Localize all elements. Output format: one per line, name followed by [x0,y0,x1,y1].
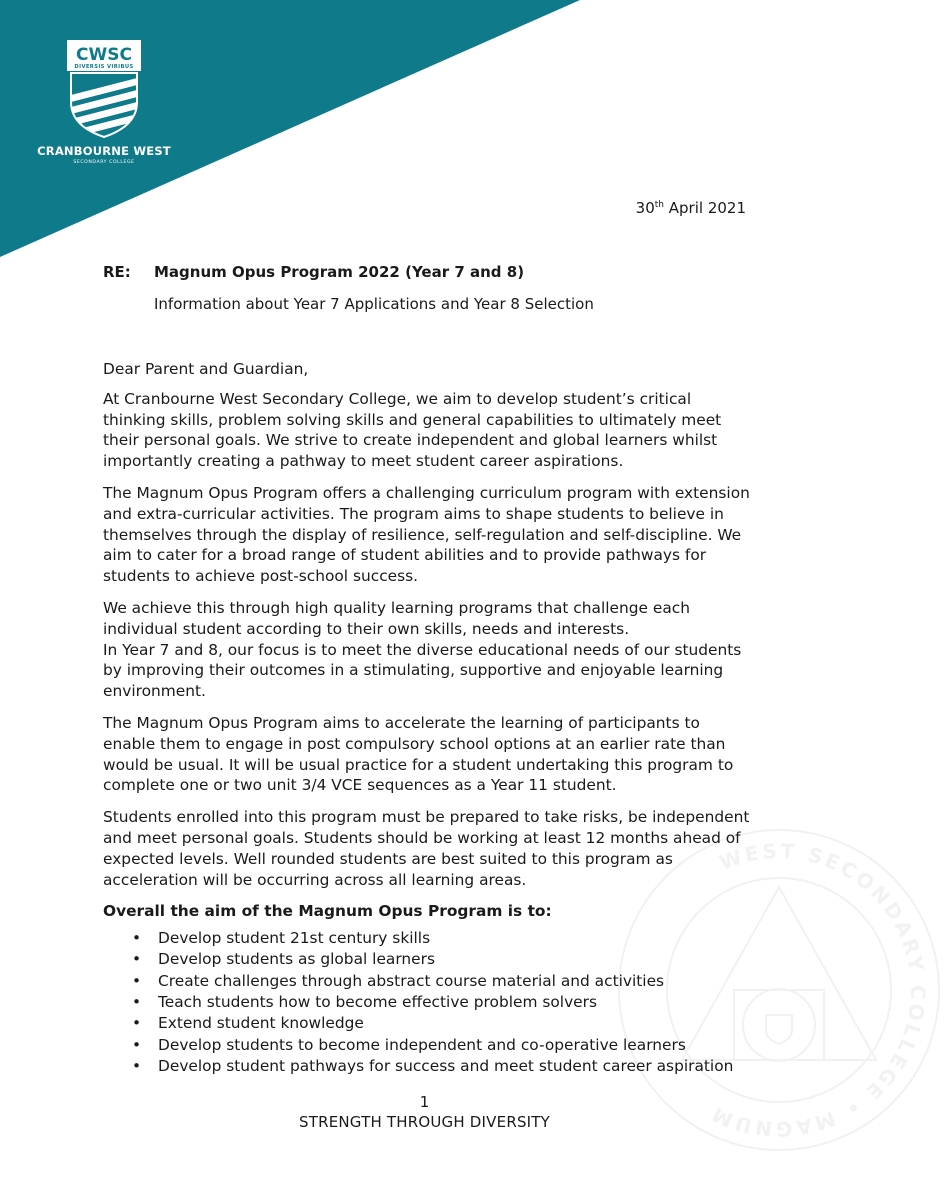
list-item [103,992,753,1013]
college-logo [36,40,172,165]
list-item-text: Teach students how to become effective problem solvers [158,993,597,1012]
bullet-icon: • [132,993,142,1012]
logo-college-subname: SECONDARY COLLEGE [73,160,135,165]
paragraph-learning-b: In Year 7 and 8, our focus is to meet the diverse educational needs of our students by improving their outcomes in a stimulating, supportive and enjoyable learning environment. [103,640,742,701]
bullet-icon: • [132,971,142,990]
logo-college-name: CRANBOURNE WEST [37,144,171,158]
list-item-text: Develop student pathways for success and meet student career aspiration [158,1056,734,1075]
paragraph-requirements: Students enrolled into this program must be prepared to take risks, be independent and meet personal goals. Students should be working at least 12 months ahead of expected levels. Well rounded students are best suited to this program as acceleration will be occurring across all learning areas. [103,808,750,889]
re-title: Magnum Opus Program 2022 (Year 7 and 8) [154,263,525,281]
paragraph-intro: At Cranbourne West Secondary College, we aim to develop student’s critical thinking skills, problem solving skills and general capabilities to ultimately meet their personal goals. We strive to create independent and global learners whilst importantly creating a pathway to meet student career aspirations. [103,389,722,471]
page-number: 1 [419,1093,430,1111]
list-item-text: Develop student 21st century skills [158,929,431,948]
date-rest: April 2021 [664,199,746,217]
aims-list [103,928,753,1077]
paragraph-acceleration: The Magnum Opus Program aims to accelerate the learning of participants to enable them to engage in post compulsory school options at an earlier rate than would be usual. It will be usual practice for a student undertaking this program to complete one or two unit 3/4 VCE sequences as a Year 11 student. [103,713,734,795]
list-item [103,928,753,949]
date-suffix: th [654,200,664,210]
paragraph-program: The Magnum Opus Program offers a challenging curriculum program with extension and extra-curricular activities. The program aims to shape students to believe in themselves through the display of resilience, self-regulation and self-discipline. We aim to cater for a broad range of student abilities and to provide pathways for students to achieve post-school success. [103,483,750,586]
logo-latin-motto: DIVERSIS VIRIBUS [74,64,134,70]
bullet-icon: • [132,929,142,948]
letter-date [636,199,746,217]
bullet-icon: • [132,1056,142,1075]
list-item [103,1035,753,1056]
bullet-icon: • [132,1035,142,1054]
list-item-text: Create challenges through abstract course material and activities [158,971,665,990]
shield-icon [67,40,141,138]
page-footer [0,1092,849,1132]
greeting: Dear Parent and Guardian, [103,360,309,378]
logo-acronym: CWSC [76,45,132,65]
footer-motto: STRENGTH THROUGH DIVERSITY [298,1113,551,1131]
date-day: 30 [635,199,655,217]
list-item-text: Develop students to become independent and co-operative learners [158,1035,686,1054]
list-item [103,971,753,992]
paragraph-learning [103,598,753,702]
re-label: RE: [103,263,131,281]
bullet-icon: • [132,1014,142,1033]
bullet-icon: • [132,950,142,969]
list-item-text: Extend student knowledge [158,1014,364,1033]
paragraph-learning-a: We achieve this through high quality learning programs that challenge each individual student according to their own skills, needs and interests. [103,598,690,638]
re-subtitle: Information about Year 7 Applications and Year 8 Selection [154,295,594,313]
list-item-text: Develop students as global learners [158,950,435,969]
aims-heading: Overall the aim of the Magnum Opus Program is to: [103,902,552,921]
list-item [103,1013,753,1034]
watermark-ring-text: WEST SECONDARY COLLEGE • MAGNUM [705,838,931,1142]
list-item [103,1056,753,1077]
list-item [103,949,753,970]
letter-body [103,359,753,1077]
